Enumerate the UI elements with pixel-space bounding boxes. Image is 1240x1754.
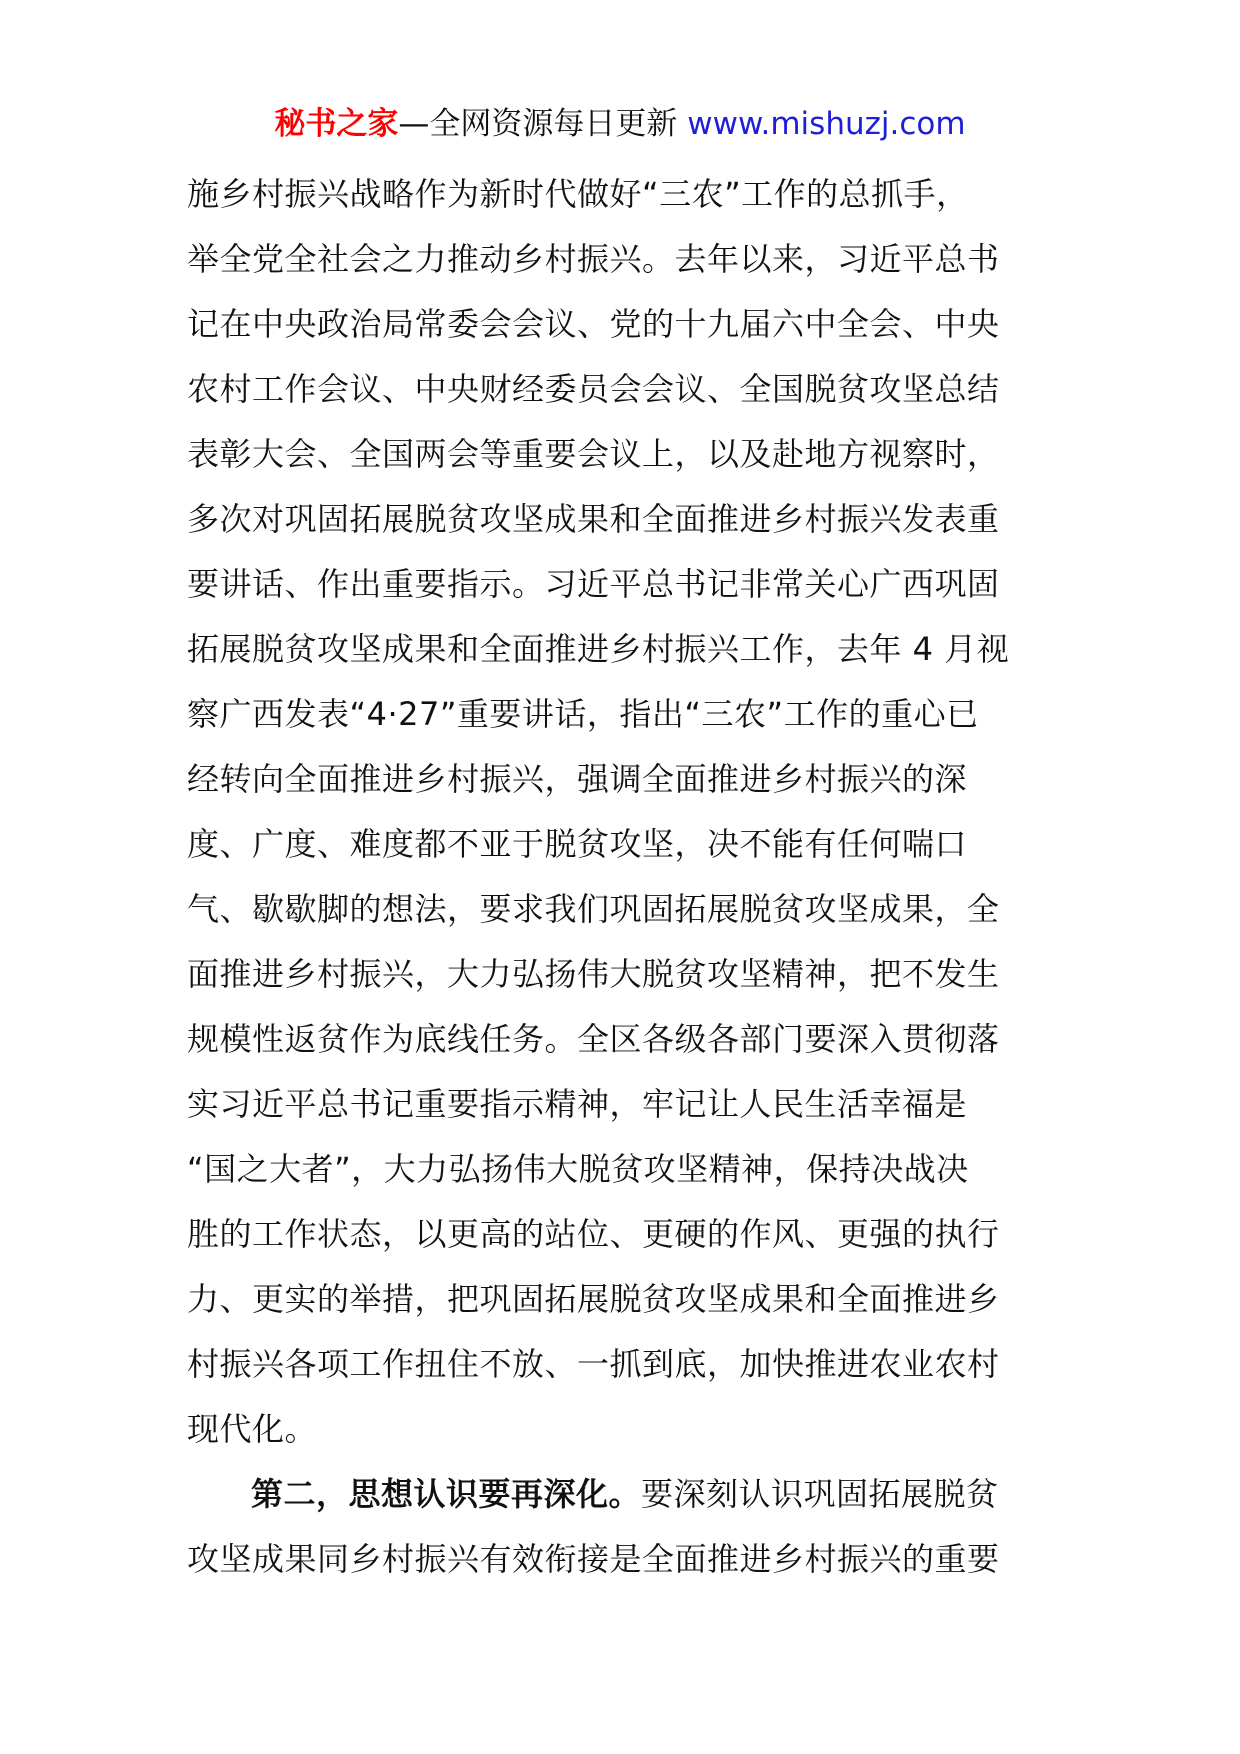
- body-line: 力、更实的举措，把巩固拓展脱贫攻坚成果和全面推进乡: [187, 1280, 1000, 1318]
- body-line: 攻坚成果同乡村振兴有效衔接是全面推进乡村振兴的重要: [187, 1540, 1000, 1578]
- body-line: 记在中央政治局常委会会议、党的十九届六中全会、中央: [187, 305, 1000, 343]
- body-line: 多次对巩固拓展脱贫攻坚成果和全面推进乡村振兴发表重: [187, 500, 1000, 538]
- body-line: 现代化。: [187, 1410, 318, 1448]
- body-line: 气、歇歇脚的想法，要求我们巩固拓展脱贫攻坚成果，全: [187, 890, 1000, 928]
- body-line: 举全党全社会之力推动乡村振兴。去年以来，习近平总书: [187, 240, 1000, 278]
- body-line: 胜的工作状态，以更高的站位、更硬的作风、更强的执行: [187, 1215, 1000, 1253]
- paragraph-two-first-line: [187, 1462, 1067, 1527]
- body-line: 察广西发表“4·27”重要讲话，指出“三农”工作的重心已: [187, 695, 979, 733]
- body-line: 施乡村振兴战略作为新时代做好“三农”工作的总抓手，: [187, 175, 969, 213]
- header-tagline: —全网资源每日更新: [398, 106, 678, 142]
- body-line: 实习近平总书记重要指示精神，牢记让人民生活幸福是: [187, 1085, 968, 1123]
- header-url-link[interactable]: www.mishuzj.com: [687, 106, 966, 142]
- paragraph-two-lead: 第二，思想认识要再深化。: [251, 1475, 642, 1513]
- body-line: 度、广度、难度都不亚于脱贫攻坚，决不能有任何喘口: [187, 825, 968, 863]
- document-body: [187, 162, 1067, 1592]
- body-line: 表彰大会、全国两会等重要会议上，以及赴地方视察时，: [187, 435, 1000, 473]
- body-line: 农村工作会议、中央财经委员会会议、全国脱贫攻坚总结: [187, 370, 1000, 408]
- body-line: 要讲话、作出重要指示。习近平总书记非常关心广西巩固: [187, 565, 1000, 603]
- body-line: 拓展脱贫攻坚成果和全面推进乡村振兴工作，去年 4 月视: [187, 630, 1010, 668]
- body-line: “国之大者”，大力弘扬伟大脱贫攻坚精神，保持决战决: [187, 1150, 969, 1188]
- body-line: 规模性返贫作为底线任务。全区各级各部门要深入贯彻落: [187, 1020, 1000, 1058]
- header-brand: 秘书之家: [274, 106, 399, 142]
- body-line: 村振兴各项工作扭住不放、一抓到底，加快推进农业农村: [187, 1345, 1000, 1383]
- page-header: [0, 104, 1240, 144]
- body-line: 面推进乡村振兴，大力弘扬伟大脱贫攻坚精神，把不发生: [187, 955, 1000, 993]
- body-line: 经转向全面推进乡村振兴，强调全面推进乡村振兴的深: [187, 760, 968, 798]
- paragraph-two-rest: 要深刻认识巩固拓展脱贫: [641, 1475, 999, 1513]
